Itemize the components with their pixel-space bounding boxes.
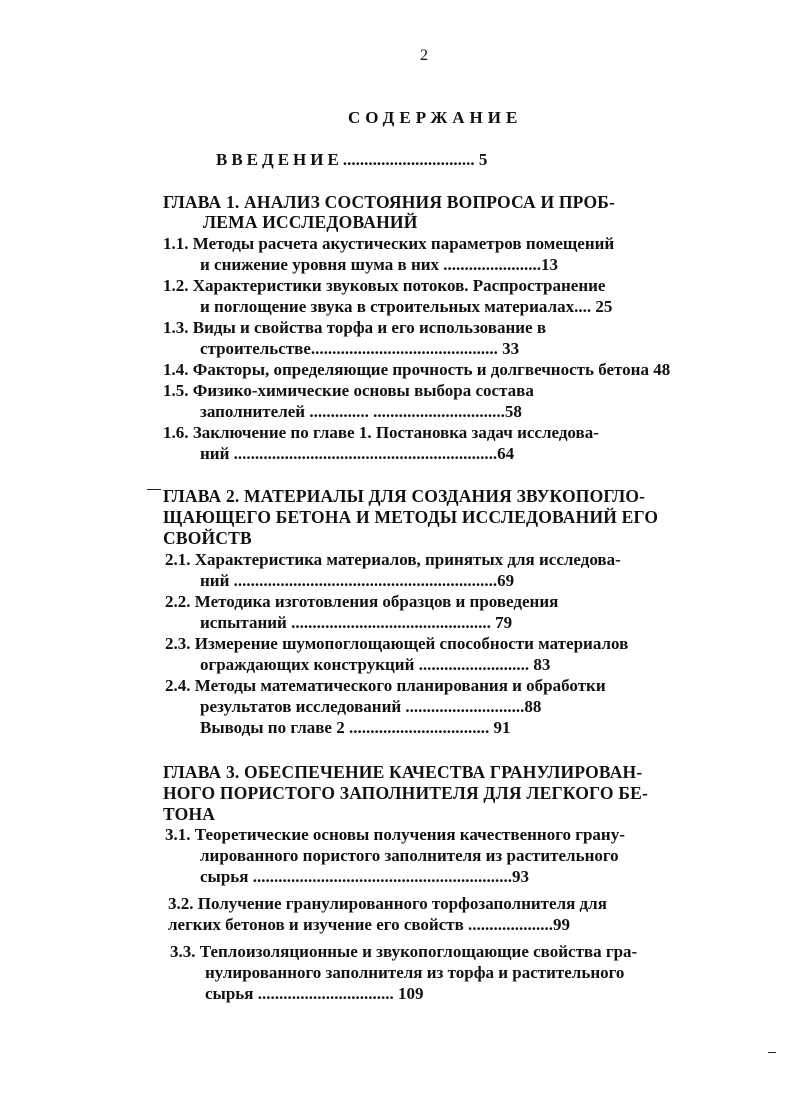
scan-mark [768,1052,776,1053]
page-number: 2 [420,47,428,64]
intro-page: 5 [478,150,488,169]
scan-mark [147,489,161,490]
toc-intro [216,150,704,170]
intro-leader: ............................... [342,150,475,169]
page-title: СОДЕРЖАНИЕ [348,108,523,127]
intro-label: ВВЕДЕНИЕ [216,150,343,169]
